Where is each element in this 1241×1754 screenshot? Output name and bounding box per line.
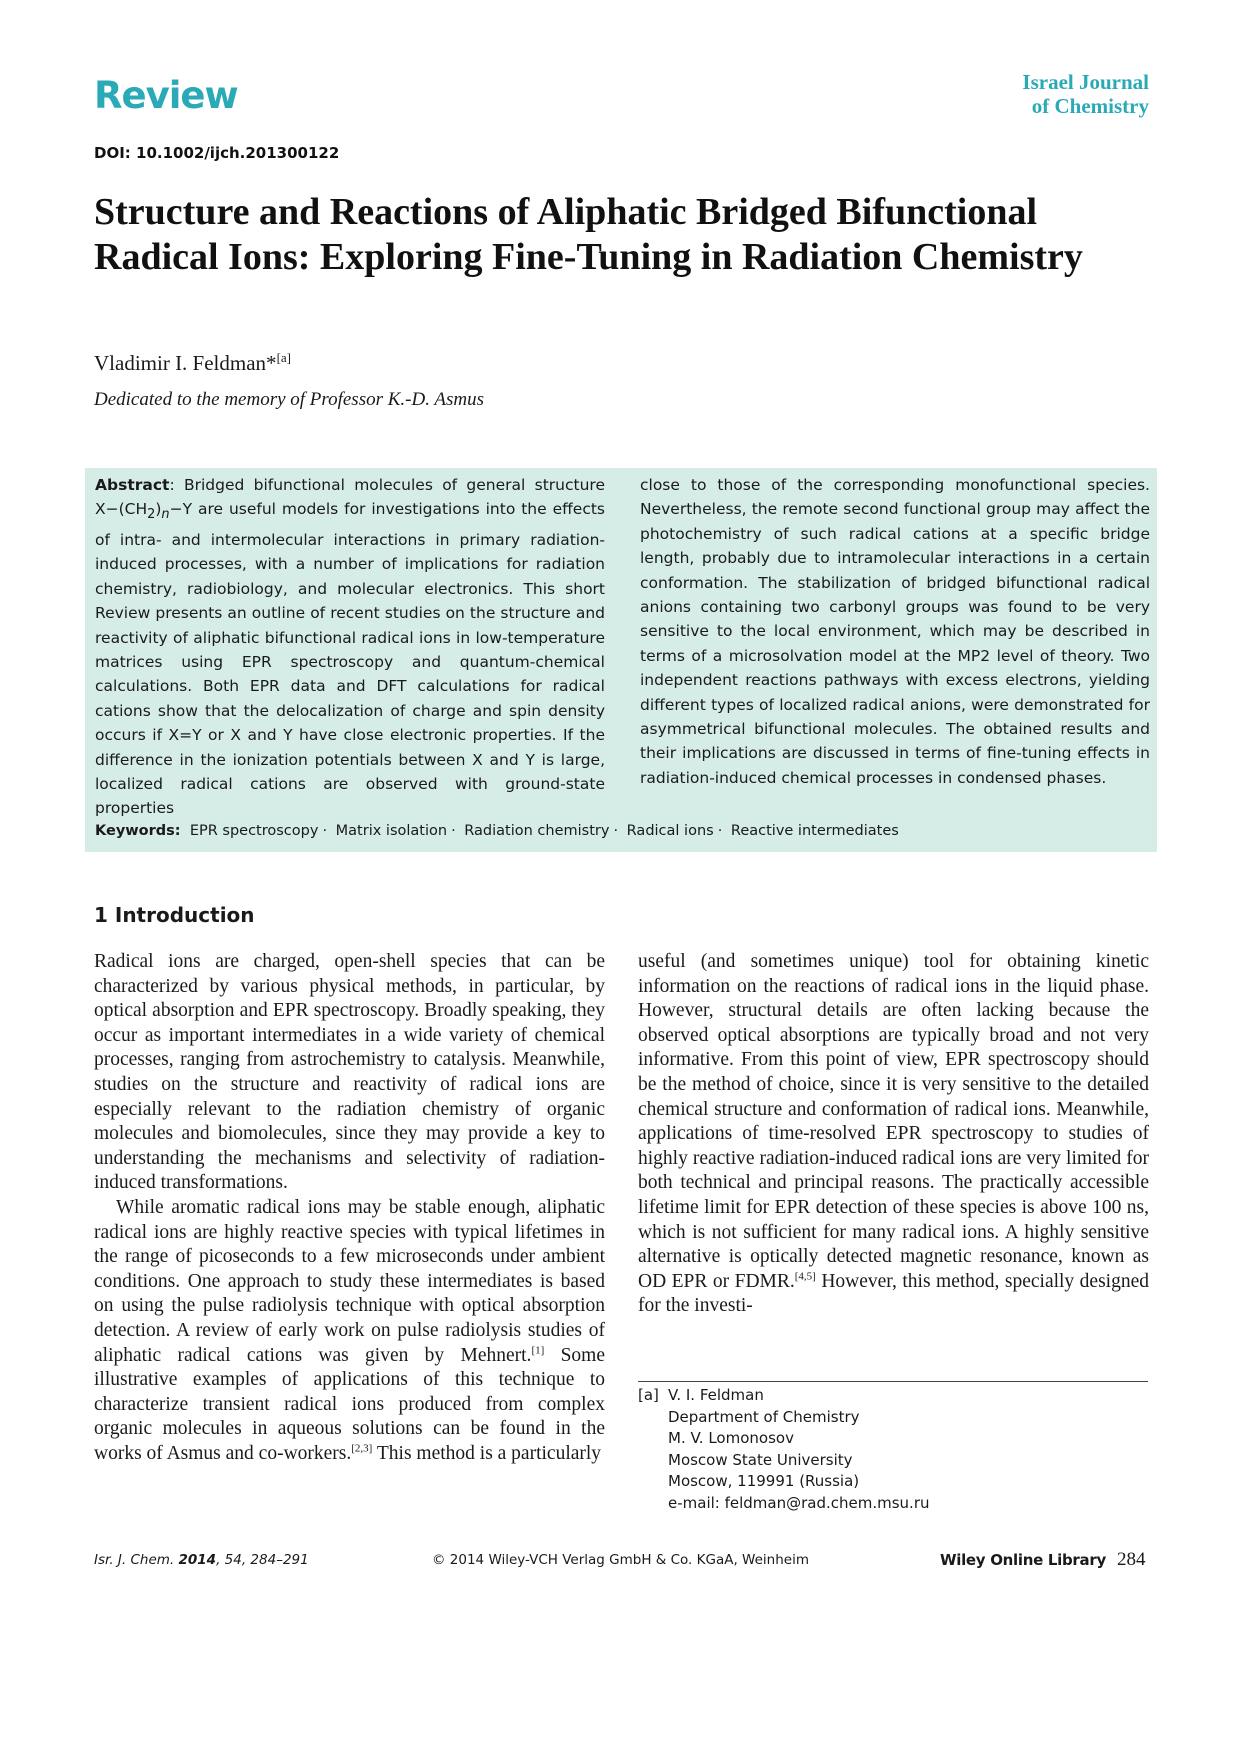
footnote-divider — [638, 1381, 1148, 1382]
abstract-box — [85, 468, 1157, 852]
abstract-right-column: close to those of the corresponding monofunctional species. Nevertheless, the remote second functional group may affect the photochemistry of such radical cations at a specific bridge length, probably due to intramolecular interactions in a certain conformation. The stabilization of bridged bifunctional radical anions containing two carbonyl groups was found to be very sensitive to the local environment, which may be described in terms of a microsolvation model at the MP2 level of theory. Two independent reactions pathways with excess electrons, yielding different types of localized radical anions, were demonstrated for asymmetrical bifunctional molecules. The obtained results and their implications are discussed in terms of fine-tuning effects in radiation-induced chemical processes in condensed phases. — [640, 476, 1150, 787]
footnote-line: Department of Chemistry — [668, 1407, 860, 1426]
keyword: Radiation chemistry — [464, 823, 610, 839]
abstract-formula-sub: 2 — [147, 507, 156, 523]
footnote-line: M. V. Lomonosov — [668, 1429, 794, 1447]
journal-name — [1022, 70, 1149, 118]
doi: DOI: 10.1002/ijch.201300122 — [94, 144, 340, 162]
article-title: Structure and Reactions of Aliphatic Bridged Bifunctional Radical Ions: Exploring Fine-Tuning in Radiation Chemistry — [94, 191, 1083, 278]
footnote-mark: [a] — [638, 1386, 659, 1404]
author-affiliation-mark: [a] — [276, 350, 291, 365]
footnote-line: Moscow, 119991 (Russia) — [668, 1472, 860, 1490]
footnote-line: V. I. Feldman — [668, 1386, 764, 1404]
paragraph: Radical ions are charged, open-shell species that can be characterized by various physical methods, in particular, by optical absorption and EPR spectroscopy. Broadly speaking, they occur as important intermediates in a wide variety of chemical processes, ranging from astrochemistry to catalysis. Meanwhile, studies on the structure and reactivity of radical ions are especially relevant to the radiation chemistry of organic molecules and biomolecules, since they may provide a key to understanding the mechanisms and selectivity of radiation-induced transformations. — [94, 951, 605, 1194]
footer-copyright: © 2014 Wiley-VCH Verlag GmbH & Co. KGaA, Weinheim — [432, 1552, 809, 1568]
citation: [1] — [531, 1344, 545, 1356]
section-label: Review — [94, 74, 238, 117]
keyword: Reactive intermediates — [730, 823, 899, 839]
keyword: EPR spectroscopy — [189, 823, 319, 839]
abstract-left-text: −Y are useful models for investigations into the effects of intra- and intermolecular interactions in primary radiation-induced processes, with a number of implications for radiation chemistry, radiobiology, and molecular electronics. This short Review presents an outline of recent studies on the structure and reactivity of aliphatic bifunctional radical ions in low-temperature matrices using EPR spectroscopy and quantum-chemical calculations. Both EPR data and DFT calculations for radical cations show that the delocalization of charge and spin density occurs if X=Y or X and Y have close electronic properties. If the difference in the ionization potentials between X and Y is large, localized radical cations are observed with ground-state properties — [95, 500, 605, 818]
section-heading-introduction: 1 Introduction — [94, 903, 255, 927]
body-right-column — [638, 950, 1149, 1319]
author-name: Vladimir I. Feldman* — [94, 351, 277, 375]
keywords: Keywords: EPR spectroscopy · Matrix isolation · Radiation chemistry · Radical ions · Reactive intermediates — [95, 823, 899, 839]
paragraph: useful (and sometimes unique) tool for obtaining kinetic information on the reactions of radical ions in the liquid phase. However, structural details are often lacking because the observed optical absorptions are typically broad and not very informative. From this point of view, EPR spectroscopy should be the method of choice, since it is very sensitive to the detailed chemical structure and conformation of radical ions. Meanwhile, applications of time-resolved EPR spectroscopy to studies of highly reactive radiation-induced radical ions are very limited for both technical and principal reasons. The practically accessible lifetime limit for EPR detection of these species is above 100 ns, which is not sufficient for many radical ions. A highly sensitive alternative is optically detected magnetic resonance, known as OD EPR or FDMR.[4,5] However, this method, specially designed for the investi- — [638, 951, 1149, 1317]
abstract-left-column: Abstract: Bridged bifunctional molecules of general structure $X-(CH_2)_n-Y$ are useful models for investigations into the effects of intra- and intermolecular interactions in primary radiation-induced processes, with a number of implications for radiation chemistry, radiobiology, and molecular electronics. This short Review presents an outline of recent studies on the structure and reactivity of aliphatic bifunctional radical ions in low-temperature matrices using EPR spectroscopy and quantum-chemical calculations. Both EPR data and DFT calculations for radical cations show that the delocalization of charge and spin density occurs if X=Y or X and Y have close electronic properties. If the difference in the ionization potentials between X and Y is large, localized radical cations are observed with ground-state properties — [95, 476, 605, 818]
journal-name-line2: of Chemistry — [1031, 94, 1149, 118]
journal-name-line1: Israel Journal — [1022, 70, 1149, 94]
author — [94, 350, 291, 376]
footnote-line: Moscow State University — [668, 1450, 853, 1469]
citation: [2,3] — [351, 1442, 373, 1455]
abstract-formula-prefix: Bridged bifunctional molecules of general structure X−(CH — [95, 476, 605, 519]
keyword: Radical ions — [626, 823, 714, 839]
page-number: 284 — [1117, 1549, 1146, 1570]
citation: [4,5] — [794, 1270, 816, 1283]
footnote-email: e-mail: feldman@rad.chem.msu.ru — [668, 1493, 930, 1512]
keyword: Matrix isolation — [335, 823, 448, 839]
abstract-label: Abstract — [95, 476, 170, 494]
paragraph: While aromatic radical ions may be stable enough, aliphatic radical ions are highly reactive species with typical lifetimes in the range of picoseconds to a few microseconds under ambient conditions. One approach to study these intermediates is based on using the pulse radiolysis technique with optical absorption detection. A review of early work on pulse radiolysis studies of aliphatic radical cations was given by Mehnert.[1] Some illustrative examples of applications of this technique to characterize transient radical ions produced from complex organic molecules in aqueous solutions can be found in the works of Asmus and co-workers.[2,3] This method is a particularly — [94, 1196, 606, 1464]
footer-citation: Isr. J. Chem. 2014, 54, 284–291 — [94, 1552, 309, 1568]
wiley-online-library-logo: Wiley Online Library — [940, 1551, 1106, 1569]
keywords-label: Keywords: — [95, 823, 181, 839]
abstract-formula-n: n — [161, 507, 170, 523]
body-left-column — [94, 950, 605, 1466]
dedication: Dedicated to the memory of Professor K.-D. Asmus — [94, 389, 484, 410]
abstract-formula-close: ) — [155, 500, 162, 519]
